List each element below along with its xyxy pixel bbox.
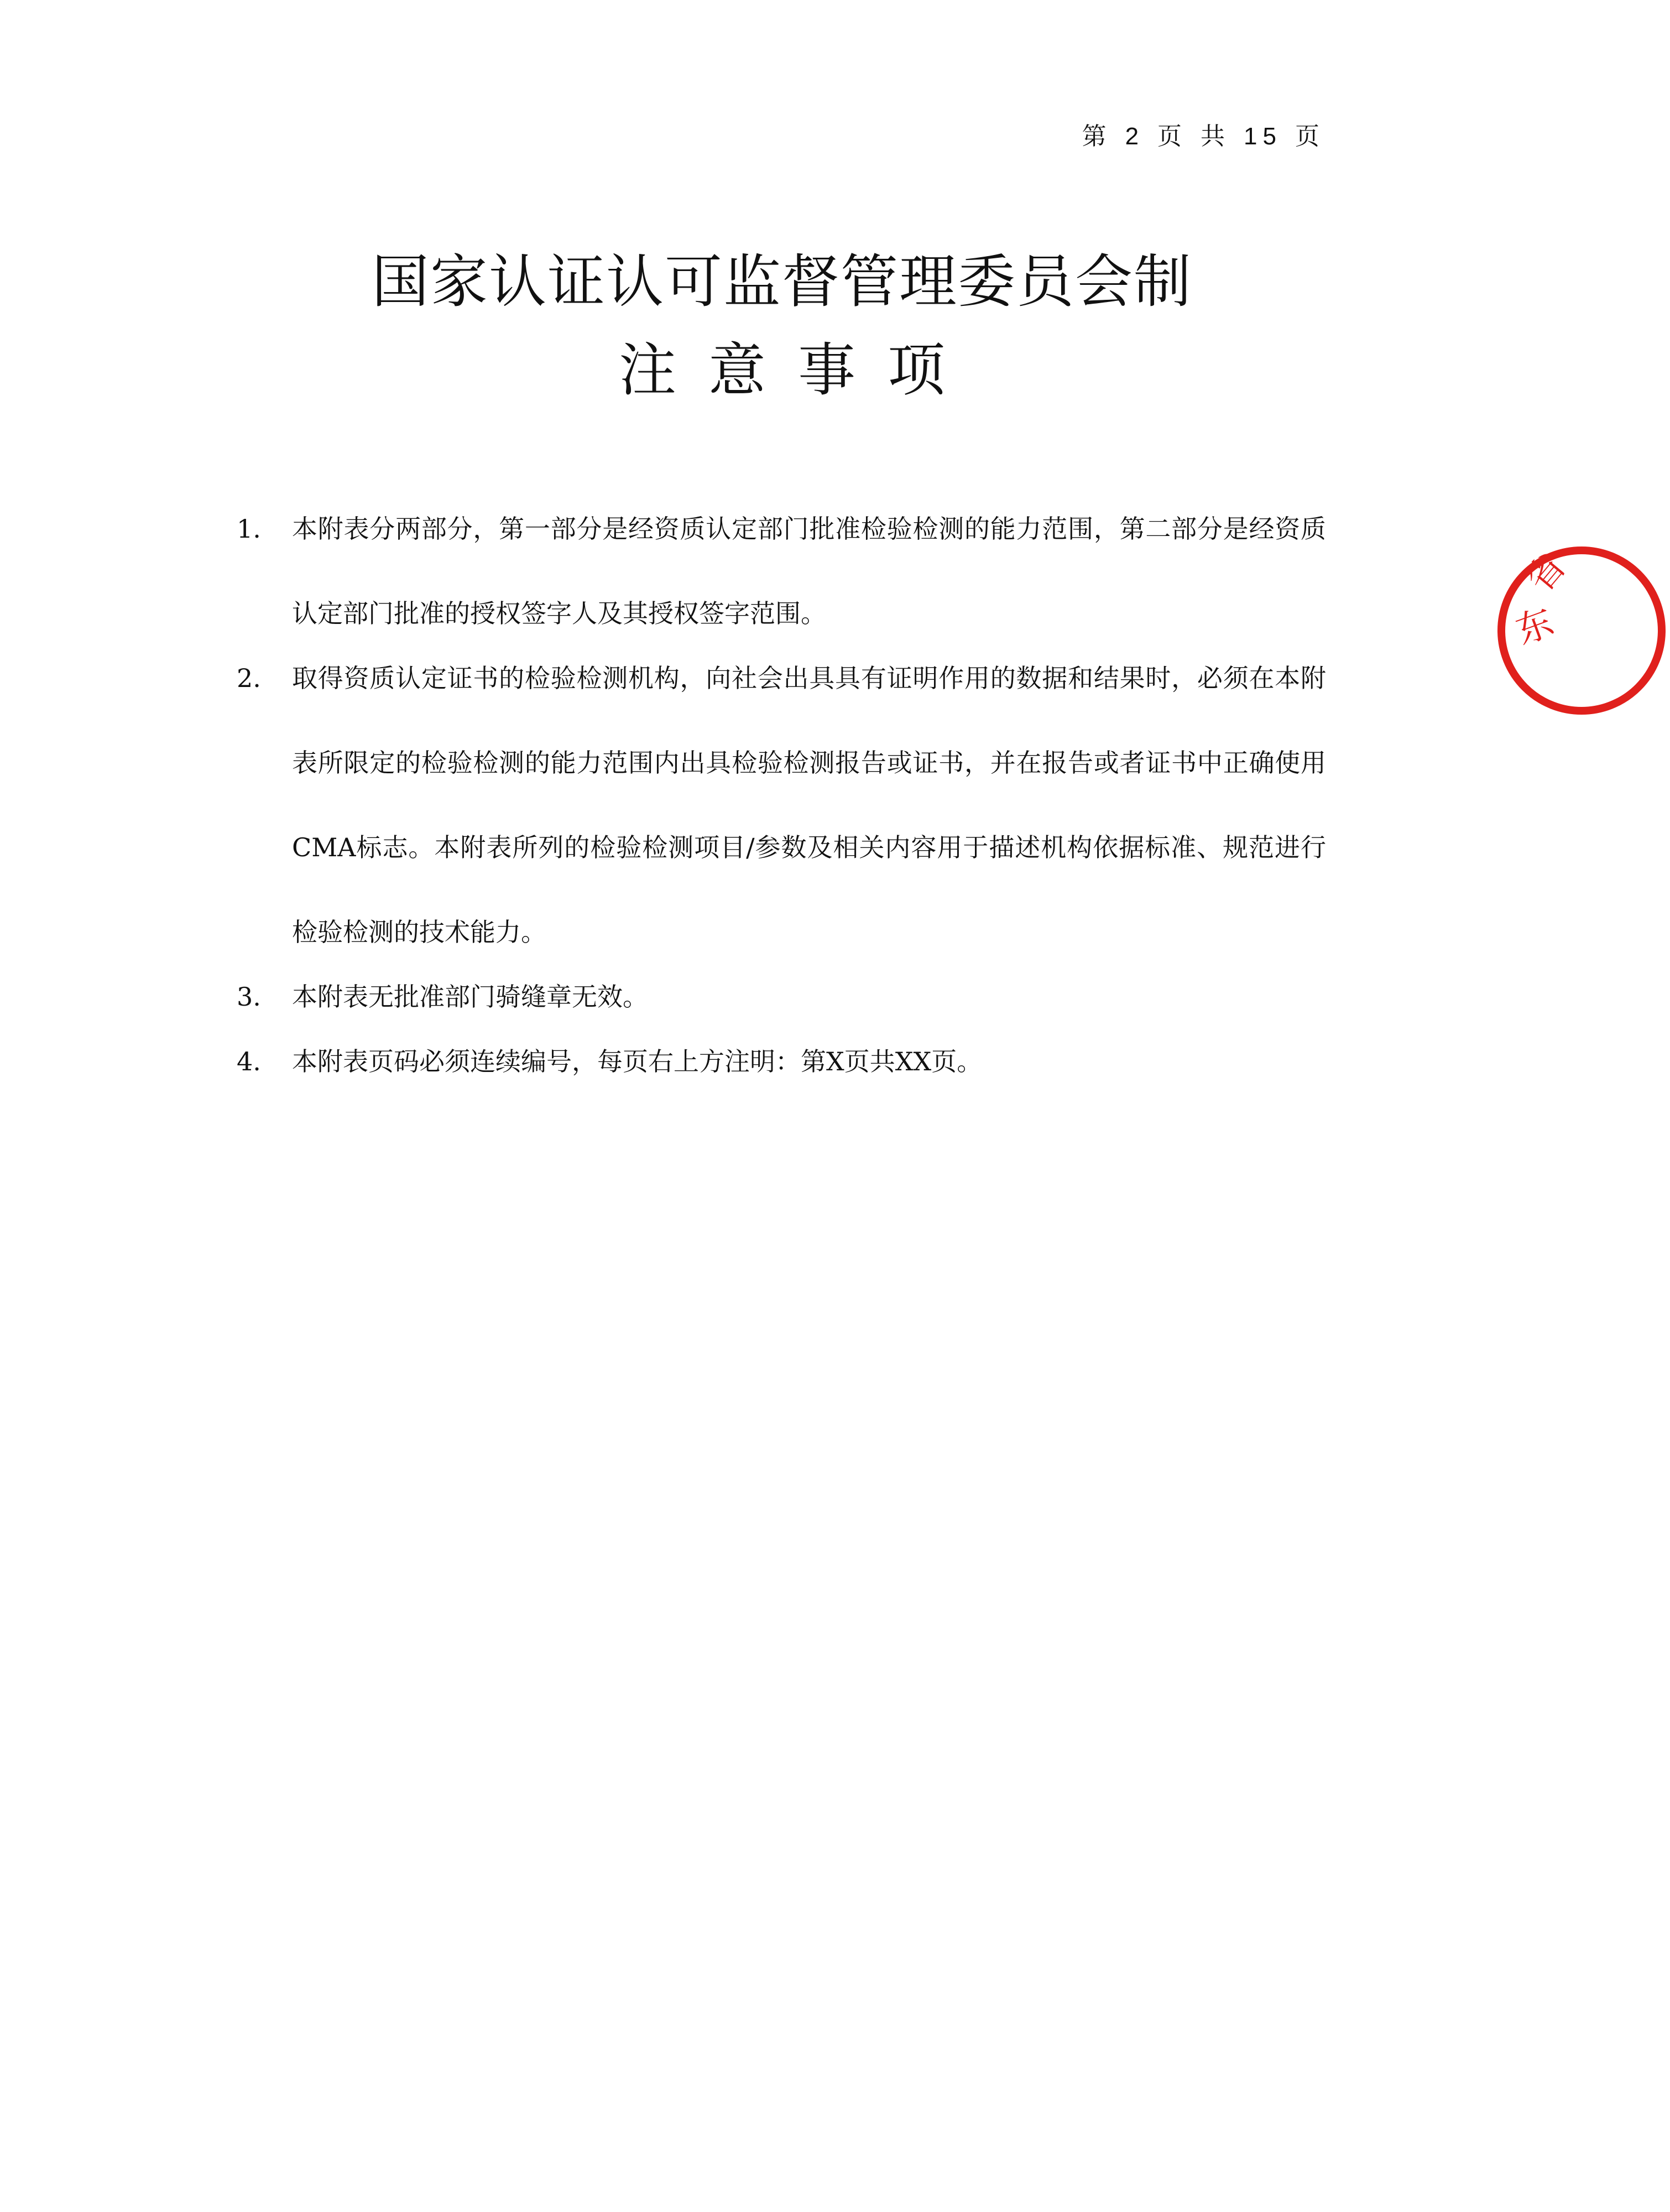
page-title: 国家认证认可监督管理委员会制 <box>371 248 1192 315</box>
note-text: 本附表页码必须连续编号，每页右上方注明：第X页共XX页。 <box>292 1047 983 1076</box>
page-number-current: 2 <box>1125 123 1145 150</box>
note-item-1 <box>237 487 1326 656</box>
seal-char-2: 省 <box>1518 545 1574 601</box>
note-text: 本附表无批准部门骑缝章无效。 <box>292 982 648 1012</box>
page-number-total: 15 <box>1244 123 1282 150</box>
page-number-total-word: 共 <box>1201 122 1231 150</box>
seal-char-1: 东 <box>1510 600 1559 653</box>
note-item-4 <box>237 1019 1326 1104</box>
page-number-page-word: 页 <box>1157 122 1188 150</box>
note-number: 1. <box>237 514 261 544</box>
official-seal-stamp <box>1493 542 1670 719</box>
note-number: 4. <box>237 1047 261 1076</box>
page-number-suffix: 页 <box>1295 122 1325 150</box>
page-number-prefix: 第 <box>1082 122 1112 150</box>
note-number: 2. <box>237 663 261 693</box>
note-text: 本附表分两部分，第一部分是经资质认定部门批准检验检测的能力范围，第二部分是经资质认定部门批准的授权签字人及其授权签字范围。 <box>292 514 1326 628</box>
page-subtitle: 注意事项 <box>618 336 977 404</box>
page-number <box>1082 116 1325 152</box>
note-number: 3. <box>237 982 261 1012</box>
note-item-2 <box>237 636 1326 975</box>
notes-list <box>237 487 1326 1104</box>
note-text: 取得资质认定证书的检验检测机构，向社会出具具有证明作用的数据和结果时，必须在本附表所限定的检验检测的能力范围内出具检验检测报告或证书，并在报告或者证书中正确使用CMA标志。本附表所列的检验检测项目/参数及相关内容用于描述机构依据标准、规范进行检验检测的技术能力。 <box>292 663 1326 947</box>
